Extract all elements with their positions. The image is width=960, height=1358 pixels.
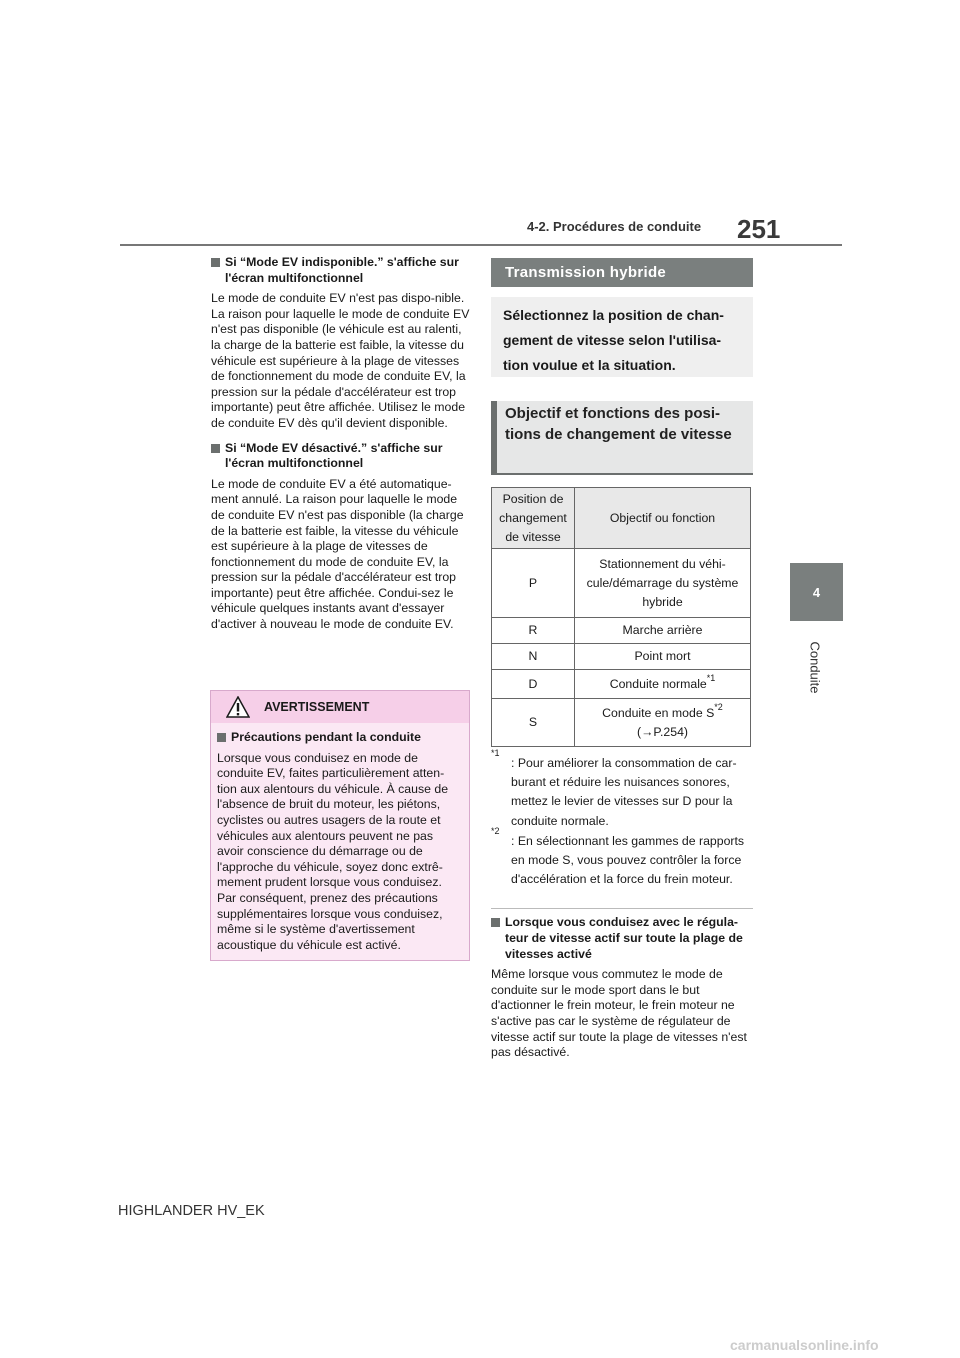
- table-row: [492, 699, 751, 747]
- function-text: Conduite en mode S: [602, 705, 715, 720]
- table-row: [492, 670, 751, 699]
- subsection-title: Objectif et fonctions des posi-tions de changement de vitesse: [491, 401, 753, 475]
- footnote-mark: *1: [491, 748, 500, 758]
- footnote-mark: *2: [491, 825, 500, 836]
- intro-box: Sélectionnez la position de chan-gement de vitesse selon l'utilisa-tion voulue et la situation.: [491, 297, 753, 377]
- square-bullet-icon: [211, 444, 220, 453]
- table-row: [492, 618, 751, 644]
- cell-function: [575, 699, 751, 747]
- footnote-1: [491, 748, 753, 831]
- footnote-ref: *1: [706, 673, 716, 684]
- chapter-label-text: Conduite: [807, 640, 823, 694]
- watermark: carmanualsonline.info: [730, 1337, 879, 1353]
- document-footer: HIGHLANDER HV_EK: [118, 1203, 265, 1219]
- page-number: 251: [737, 214, 781, 244]
- header-function: Objectif ou fonction: [575, 488, 751, 549]
- chapter-tab[interactable]: 4: [790, 563, 843, 621]
- sub-heading-ev-unavailable: [211, 255, 471, 286]
- table-header-row: [492, 488, 751, 549]
- warning-title: AVERTISSEMENT: [264, 700, 370, 714]
- gear-position-table: [491, 487, 751, 747]
- square-bullet-icon: [217, 733, 226, 742]
- paragraph-cruise-control: Même lorsque vous commutez le mode de conduite sur le mode sport dans le but d'actionner le frein moteur, le frein moteur ne s'active pas car le système de régulateur de vitesse actif sur toute la plage de vitesses n'est pas désactivé.: [491, 967, 747, 1060]
- cell-position: S: [492, 699, 575, 747]
- function-text: Conduite normale: [609, 676, 707, 691]
- sub-heading-text: Si “Mode EV désactivé.” s'affiche sur l'écran multifonctionnel: [225, 440, 443, 471]
- cell-position: N: [492, 644, 575, 670]
- sub-heading-text: Si “Mode EV indisponible.” s'affiche sur l'écran multifonctionnel: [225, 255, 459, 285]
- footnote-text: : En sélectionnant les gammes de rapports en mode S, vous pouvez contrôler la force d'accélération et la force du frein moteur.: [511, 833, 745, 887]
- cell-function: Stationnement du véhi-cule/démarrage du système hybride: [575, 549, 751, 618]
- warning-triangle-icon: [226, 696, 250, 718]
- warning-sub-heading-text: Précautions pendant la conduite: [231, 730, 421, 744]
- warning-box: [210, 690, 470, 961]
- warning-sub-heading: [217, 730, 463, 746]
- cell-position: P: [492, 549, 575, 618]
- square-bullet-icon: [491, 918, 500, 927]
- cell-function: [575, 670, 751, 699]
- lower-section: [491, 915, 753, 1060]
- cell-position: D: [492, 670, 575, 699]
- footnotes: [491, 748, 753, 889]
- page-reference-link[interactable]: (→P.254): [636, 724, 689, 739]
- paragraph-ev-unavailable: Le mode de conduite EV n'est pas dispo-nible. La raison pour laquelle le mode de conduite EV n'est pas disponible (le véhicule est au ralenti, la charge de la batterie est faible, la vitesse du véhicule est supérieure à la plage de vitesses de fonctionnement du mode de conduite EV, la pression sur la pédale d'accélérateur est trop importante) peut être affichée. Utilisez le mode de conduite EV dès qu'il devient disponible.: [211, 291, 470, 430]
- right-column: [491, 258, 753, 1061]
- header-rule: [120, 244, 842, 246]
- section-banner: Transmission hybride: [491, 258, 753, 287]
- left-column: [211, 255, 471, 633]
- sub-heading-cruise-control: [491, 915, 753, 962]
- separator-rule: [491, 908, 753, 909]
- cell-function: Marche arrière: [575, 618, 751, 644]
- footnote-text: : Pour améliorer la consommation de car-burant et réduire les nuisances sonores, mettez le levier de vitesses sur D pour la conduite normale.: [511, 756, 737, 828]
- chapter-label: [780, 632, 850, 702]
- table-row: [492, 644, 751, 670]
- table-row: [492, 549, 751, 618]
- warning-body: [211, 723, 469, 953]
- section-title: 4-2. Procédures de conduite: [527, 219, 702, 234]
- cell-position: R: [492, 618, 575, 644]
- footnote-2: [491, 825, 753, 890]
- sub-heading-text: Lorsque vous conduisez avec le régula-teur de vitesse actif sur toute la plage de vitesses activé: [505, 915, 743, 961]
- square-bullet-icon: [211, 258, 220, 267]
- footnote-ref: *2: [714, 702, 723, 713]
- sub-heading-ev-deactivated: [211, 441, 471, 472]
- warning-header: [211, 691, 469, 723]
- warning-text: Lorsque vous conduisez en mode de conduite EV, faites particulièrement atten-tion aux alentours du véhicule. À cause de l'absence de bruit du moteur, les piétons, cyclistes ou autres usagers de la route et véhicules aux alentours peuvent ne pas avoir conscience du démarrage ou de l'approche du véhicule, soyez donc extrê-mement prudent lorsque vous conduisez. Par conséquent, prenez des précautions supplémentaires lorsque vous conduisez, même si le système d'avertissement acoustique du véhicule est activé.: [217, 750, 449, 952]
- header-position: Position de changement de vitesse: [492, 488, 575, 549]
- cell-function: Point mort: [575, 644, 751, 670]
- paragraph-ev-deactivated: Le mode de conduite EV a été automatique-ment annulé. La raison pour laquelle le mode de conduite EV n'est pas disponible (la charge de la batterie est faible, la vitesse du véhicule est supérieure à la plage de vitesses de fonctionnement du mode de conduite EV, la pression sur la pédale d'accélérateur est trop importante) peut être affichée. Condui-sez le véhicule quelques instants avant d'essayer d'activer à nouveau le mode de conduite EV.: [211, 476, 464, 632]
